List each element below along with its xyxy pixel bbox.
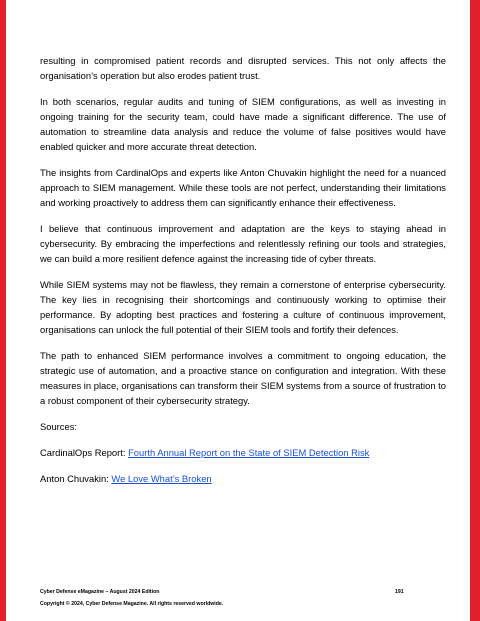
source-item-cardinalops xyxy=(40,445,446,460)
footer-edition: Cyber Defense eMagazine – August 2024 Edition xyxy=(40,589,160,595)
cardinalops-report-link[interactable]: Fourth Annual Report on the State of SIEM Detection Risk xyxy=(128,447,370,458)
page-number: 191 xyxy=(395,589,404,595)
source-item-chuvakin xyxy=(40,471,446,486)
paragraph-4: I believe that continuous improvement and adaptation are the keys to staying ahead in cybersecurity. By embracing the imperfections and relentlessly refining our tools and strategies, we can build a more resilient defence against the increasing tide of cyber threats. xyxy=(40,223,446,264)
paragraph-2: In both scenarios, regular audits and tuning of SIEM configurations, as well as investing in ongoing training for the security team, could have made a significant difference. The use of automation to streamline data analysis and reduce the volume of false positives would have enabled quicker and more accurate threat detection. xyxy=(40,96,446,152)
page-footer xyxy=(40,589,446,607)
paragraph-1: resulting in compromised patient records and disrupted services. This not only affects the organisation’s operation but also erodes patient trust. xyxy=(40,55,446,81)
right-red-border xyxy=(470,0,480,621)
we-love-whats-broken-link[interactable]: We Love What’s Broken xyxy=(111,473,212,484)
paragraph-6: The path to enhanced SIEM performance involves a commitment to ongoing education, the strategic use of automation, and a proactive stance on configuration and integration. With these measures in place, organisations can transform their SIEM systems from a source of frustration to a robust component of their cybersecurity strategy. xyxy=(40,350,446,406)
article-body xyxy=(40,53,446,497)
document-page xyxy=(6,0,470,621)
footer-copyright: Copyright © 2024, Cyber Defense Magazine. All rights reserved worldwide. xyxy=(40,601,224,607)
sources-heading: Sources: xyxy=(40,421,77,432)
source-prefix: CardinalOps Report: xyxy=(40,447,129,458)
source-prefix: Anton Chuvakin: xyxy=(40,473,112,484)
paragraph-5: While SIEM systems may not be flawless, they remain a cornerstone of enterprise cybersecurity. The key lies in recognising their shortcomings and continuously working to optimise their performance. By adopting best practices and fostering a culture of continuous improvement, organisations can unlock the full potential of their SIEM tools and fortify their defences. xyxy=(40,279,446,335)
paragraph-3: The insights from CardinalOps and experts like Anton Chuvakin highlight the need for a nuanced approach to SIEM management. While these tools are not perfect, understanding their limitations and working proactively to address them can significantly enhance their effectiveness. xyxy=(40,167,446,208)
